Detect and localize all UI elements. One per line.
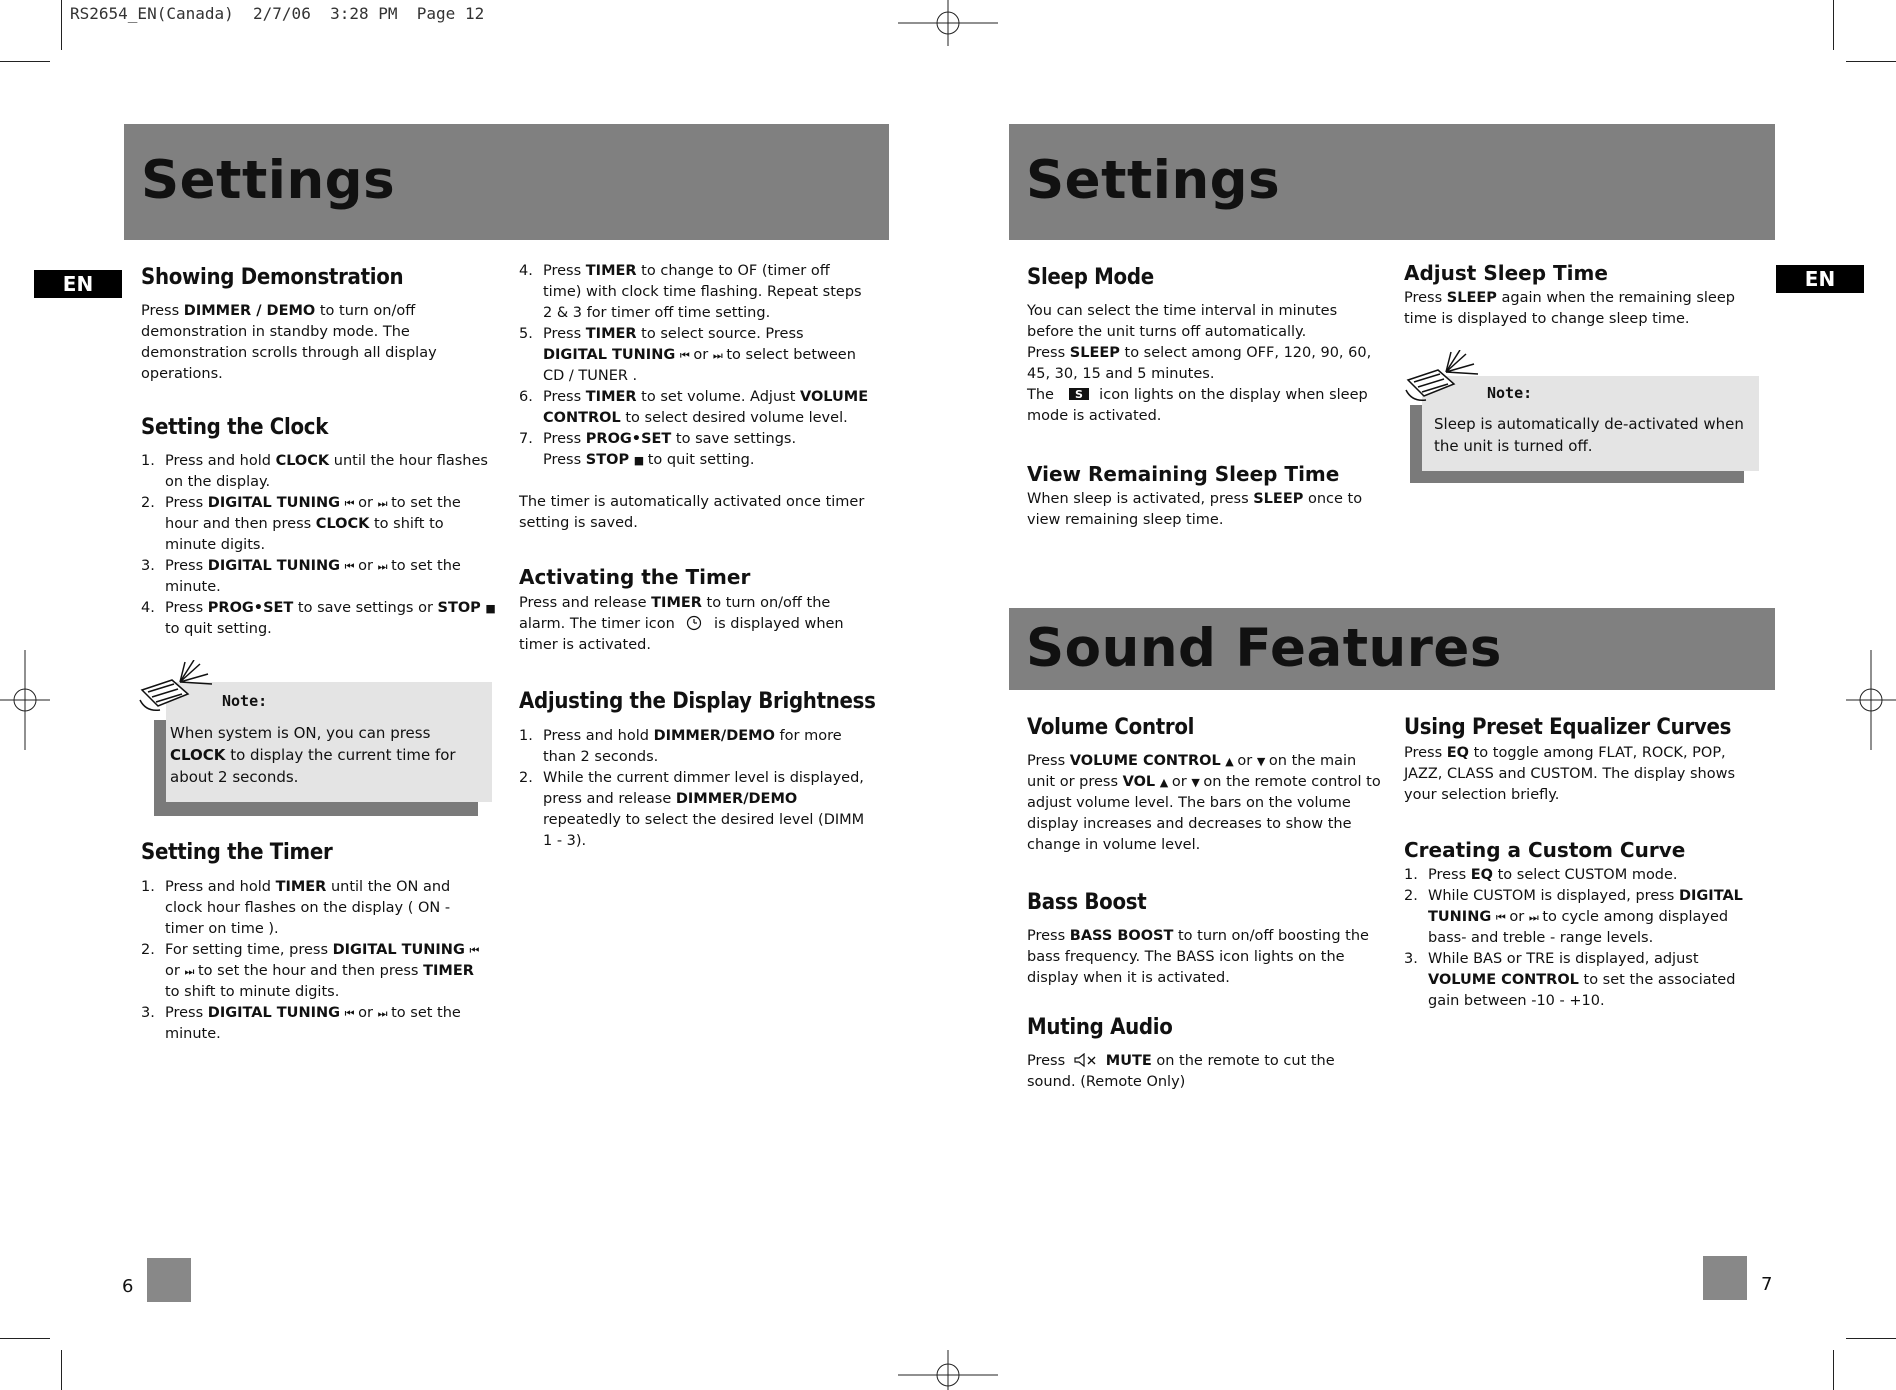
previous-icon: ⏮ (679, 349, 689, 362)
note-hand-icon (1404, 350, 1480, 408)
clock-steps (141, 451, 496, 640)
crop-mark (61, 1350, 62, 1390)
adjust-sleep-heading: Adjust Sleep Time (1404, 261, 1608, 285)
crop-mark (1833, 0, 1834, 50)
registration-mark-icon (898, 0, 998, 46)
next-icon: ⏭ (184, 965, 194, 978)
timer-auto-text: The timer is automatically activated once timer setting is saved. (519, 494, 865, 531)
banner-title: Sound Features (1026, 618, 1502, 679)
list-item: 5. Press TIMER to select source. Press DIGITAL TUNING ⏮ or ⏭ to select between CD / TUNER . (519, 326, 856, 384)
list-item: 2. Press DIGITAL TUNING ⏮ or ⏭ to set the hour and then press CLOCK to shift to minute digits. (141, 495, 461, 553)
settings-banner-right (1009, 124, 1775, 240)
demo-heading: Showing Demonstration (141, 265, 404, 290)
list-item: 1. Press EQ to select CUSTOM mode. (1404, 867, 1678, 883)
list-item: 2. For setting time, press DIGITAL TUNING ⏮ or ⏭ to set the hour and then press TIMER to shift to minute digits. (141, 942, 479, 1000)
list-item: 4. Press TIMER to change to OF (timer off time) with clock time flashing. Repeat steps 2 & 3 for timer off time setting. (519, 263, 862, 321)
list-item: 2. While CUSTOM is displayed, press DIGITAL TUNING ⏮ or ⏭ to cycle among displayed bass- and treble - range levels. (1404, 888, 1743, 946)
timer-steps (141, 877, 491, 1045)
next-icon: ⏭ (712, 349, 722, 362)
next-icon: ⏭ (377, 497, 387, 510)
previous-icon: ⏮ (344, 497, 354, 510)
activating-timer-text: Press and release TIMER to turn on/off the alarm. The timer icon is displayed when timer is activated. (519, 595, 844, 653)
note-text: Sleep is automatically de-activated when the unit is turned off. (1434, 415, 1744, 455)
print-slug: RS2654_EN(Canada) 2/7/06 3:28 PM Page 12 (70, 4, 485, 23)
sound-features-banner (1009, 608, 1775, 690)
list-item: 3. While BAS or TRE is displayed, adjust VOLUME CONTROL to set the associated gain between -10 - +10. (1404, 951, 1736, 1009)
sleep-mode-text: You can select the time interval in minutes before the unit turns off automatically. Press SLEEP to select among OFF, 120, 90, 60, 45, 30, 15 and 5 minutes. The S icon lights on the display when sleep mode is activated. (1027, 303, 1372, 424)
settings-banner-left (124, 124, 889, 240)
list-item: 7. Press PROG•SET to save settings. Press STOP ■ to quit setting. (519, 431, 797, 468)
banner-title: Settings (141, 150, 396, 211)
page-number-right: 7 (1761, 1274, 1773, 1295)
brightness-steps (519, 726, 874, 852)
list-item: 1. Press and hold TIMER until the ON and clock hour flashes on the display ( ON - timer on time ). (141, 879, 451, 937)
list-item: 4. Press PROG•SET to save settings or STOP ■ to quit setting. (141, 600, 495, 637)
stop-icon: ■ (633, 454, 644, 467)
up-arrow-icon: ▲ (1225, 755, 1233, 768)
equalizer-heading: Using Preset Equalizer Curves (1404, 715, 1732, 740)
previous-icon: ⏮ (1495, 911, 1505, 924)
crop-mark (0, 61, 50, 62)
registration-mark-icon (1846, 650, 1896, 750)
clock-icon (685, 615, 703, 631)
volume-control-heading: Volume Control (1027, 715, 1195, 740)
registration-mark-icon (898, 1350, 998, 1390)
crop-mark (1846, 61, 1896, 62)
language-tab-right: EN (1776, 265, 1864, 293)
stop-icon: ■ (485, 602, 495, 615)
previous-icon: ⏮ (469, 944, 479, 957)
crop-mark (61, 0, 62, 50)
sleep-icon (1069, 387, 1093, 401)
next-icon: ⏭ (1528, 911, 1538, 924)
custom-curve-heading: Creating a Custom Curve (1404, 838, 1686, 862)
previous-icon: ⏮ (344, 1007, 354, 1020)
note-hand-icon (138, 660, 214, 718)
muting-audio-heading: Muting Audio (1027, 1015, 1173, 1040)
svg-text:S: S (1074, 388, 1083, 401)
custom-curve-steps (1404, 865, 1764, 1012)
up-arrow-icon: ▲ (1159, 776, 1168, 789)
list-item: 3. Press DIGITAL TUNING ⏮ or ⏭ to set the minute. (141, 558, 461, 595)
registration-mark-icon (0, 650, 50, 750)
brightness-heading: Adjusting the Display Brightness (519, 689, 876, 714)
timer-steps-continued (519, 261, 869, 471)
crop-mark (1833, 1350, 1834, 1390)
sleep-mode-heading: Sleep Mode (1027, 265, 1154, 290)
list-item: 1. Press and hold CLOCK until the hour flashes on the display. (141, 453, 488, 490)
equalizer-text: Press EQ to toggle among FLAT, ROCK, POP, JAZZ, CLASS and CUSTOM. The display shows your selection briefly. (1404, 745, 1736, 803)
page-number-left: 6 (122, 1276, 134, 1297)
note-text: When system is ON, you can press CLOCK to display the current time for about 2 seconds. (170, 724, 456, 786)
crop-mark (1846, 1338, 1896, 1339)
volume-control-text: Press VOLUME CONTROL ▲ or ▼ on the main unit or press VOL ▲ or ▼ on the remote control to adjust volume level. The bars on the volume display increases and decreases to show the change in volume level. (1027, 753, 1381, 853)
down-arrow-icon: ▼ (1256, 755, 1265, 768)
list-item: 3. Press DIGITAL TUNING ⏮ or ⏭ to set the minute. (141, 1005, 461, 1042)
bass-boost-heading: Bass Boost (1027, 890, 1147, 915)
list-item: 1. Press and hold DIMMER/DEMO for more than 2 seconds. (519, 728, 842, 765)
clock-heading: Setting the Clock (141, 415, 329, 440)
muting-audio-text: Press MUTE on the remote to cut the sound. (Remote Only) (1027, 1053, 1335, 1090)
language-tab-left: EN (34, 270, 122, 298)
banner-title: Settings (1026, 150, 1281, 211)
list-item: 2. While the current dimmer level is displayed, press and release DIMMER/DEMO repeatedly to select the desired level (DIMM 1 - 3). (519, 770, 865, 849)
note-title: Note: (222, 692, 268, 710)
remaining-sleep-heading: View Remaining Sleep Time (1027, 462, 1340, 486)
adjust-sleep-text: Press SLEEP again when the remaining sleep time is displayed to change sleep time. (1404, 290, 1735, 327)
mute-icon (1074, 1053, 1100, 1067)
previous-icon: ⏮ (344, 560, 354, 573)
timer-heading: Setting the Timer (141, 840, 333, 865)
page-corner-box (147, 1258, 191, 1302)
demo-text: Press DIMMER / DEMO to turn on/off demonstration in standby mode. The demonstration scrolls through all display operations. (141, 303, 437, 382)
page-corner-box (1703, 1256, 1747, 1300)
crop-mark (0, 1338, 50, 1339)
remaining-sleep-text: When sleep is activated, press SLEEP once to view remaining sleep time. (1027, 491, 1363, 528)
next-icon: ⏭ (377, 1007, 387, 1020)
activating-timer-heading: Activating the Timer (519, 565, 751, 589)
down-arrow-icon: ▼ (1191, 776, 1199, 789)
bass-boost-text: Press BASS BOOST to turn on/off boosting the bass frequency. The BASS icon lights on the display when it is activated. (1027, 928, 1369, 986)
note-title: Note: (1487, 384, 1533, 402)
next-icon: ⏭ (377, 560, 387, 573)
list-item: 6. Press TIMER to set volume. Adjust VOLUME CONTROL to select desired volume level. (519, 389, 869, 426)
